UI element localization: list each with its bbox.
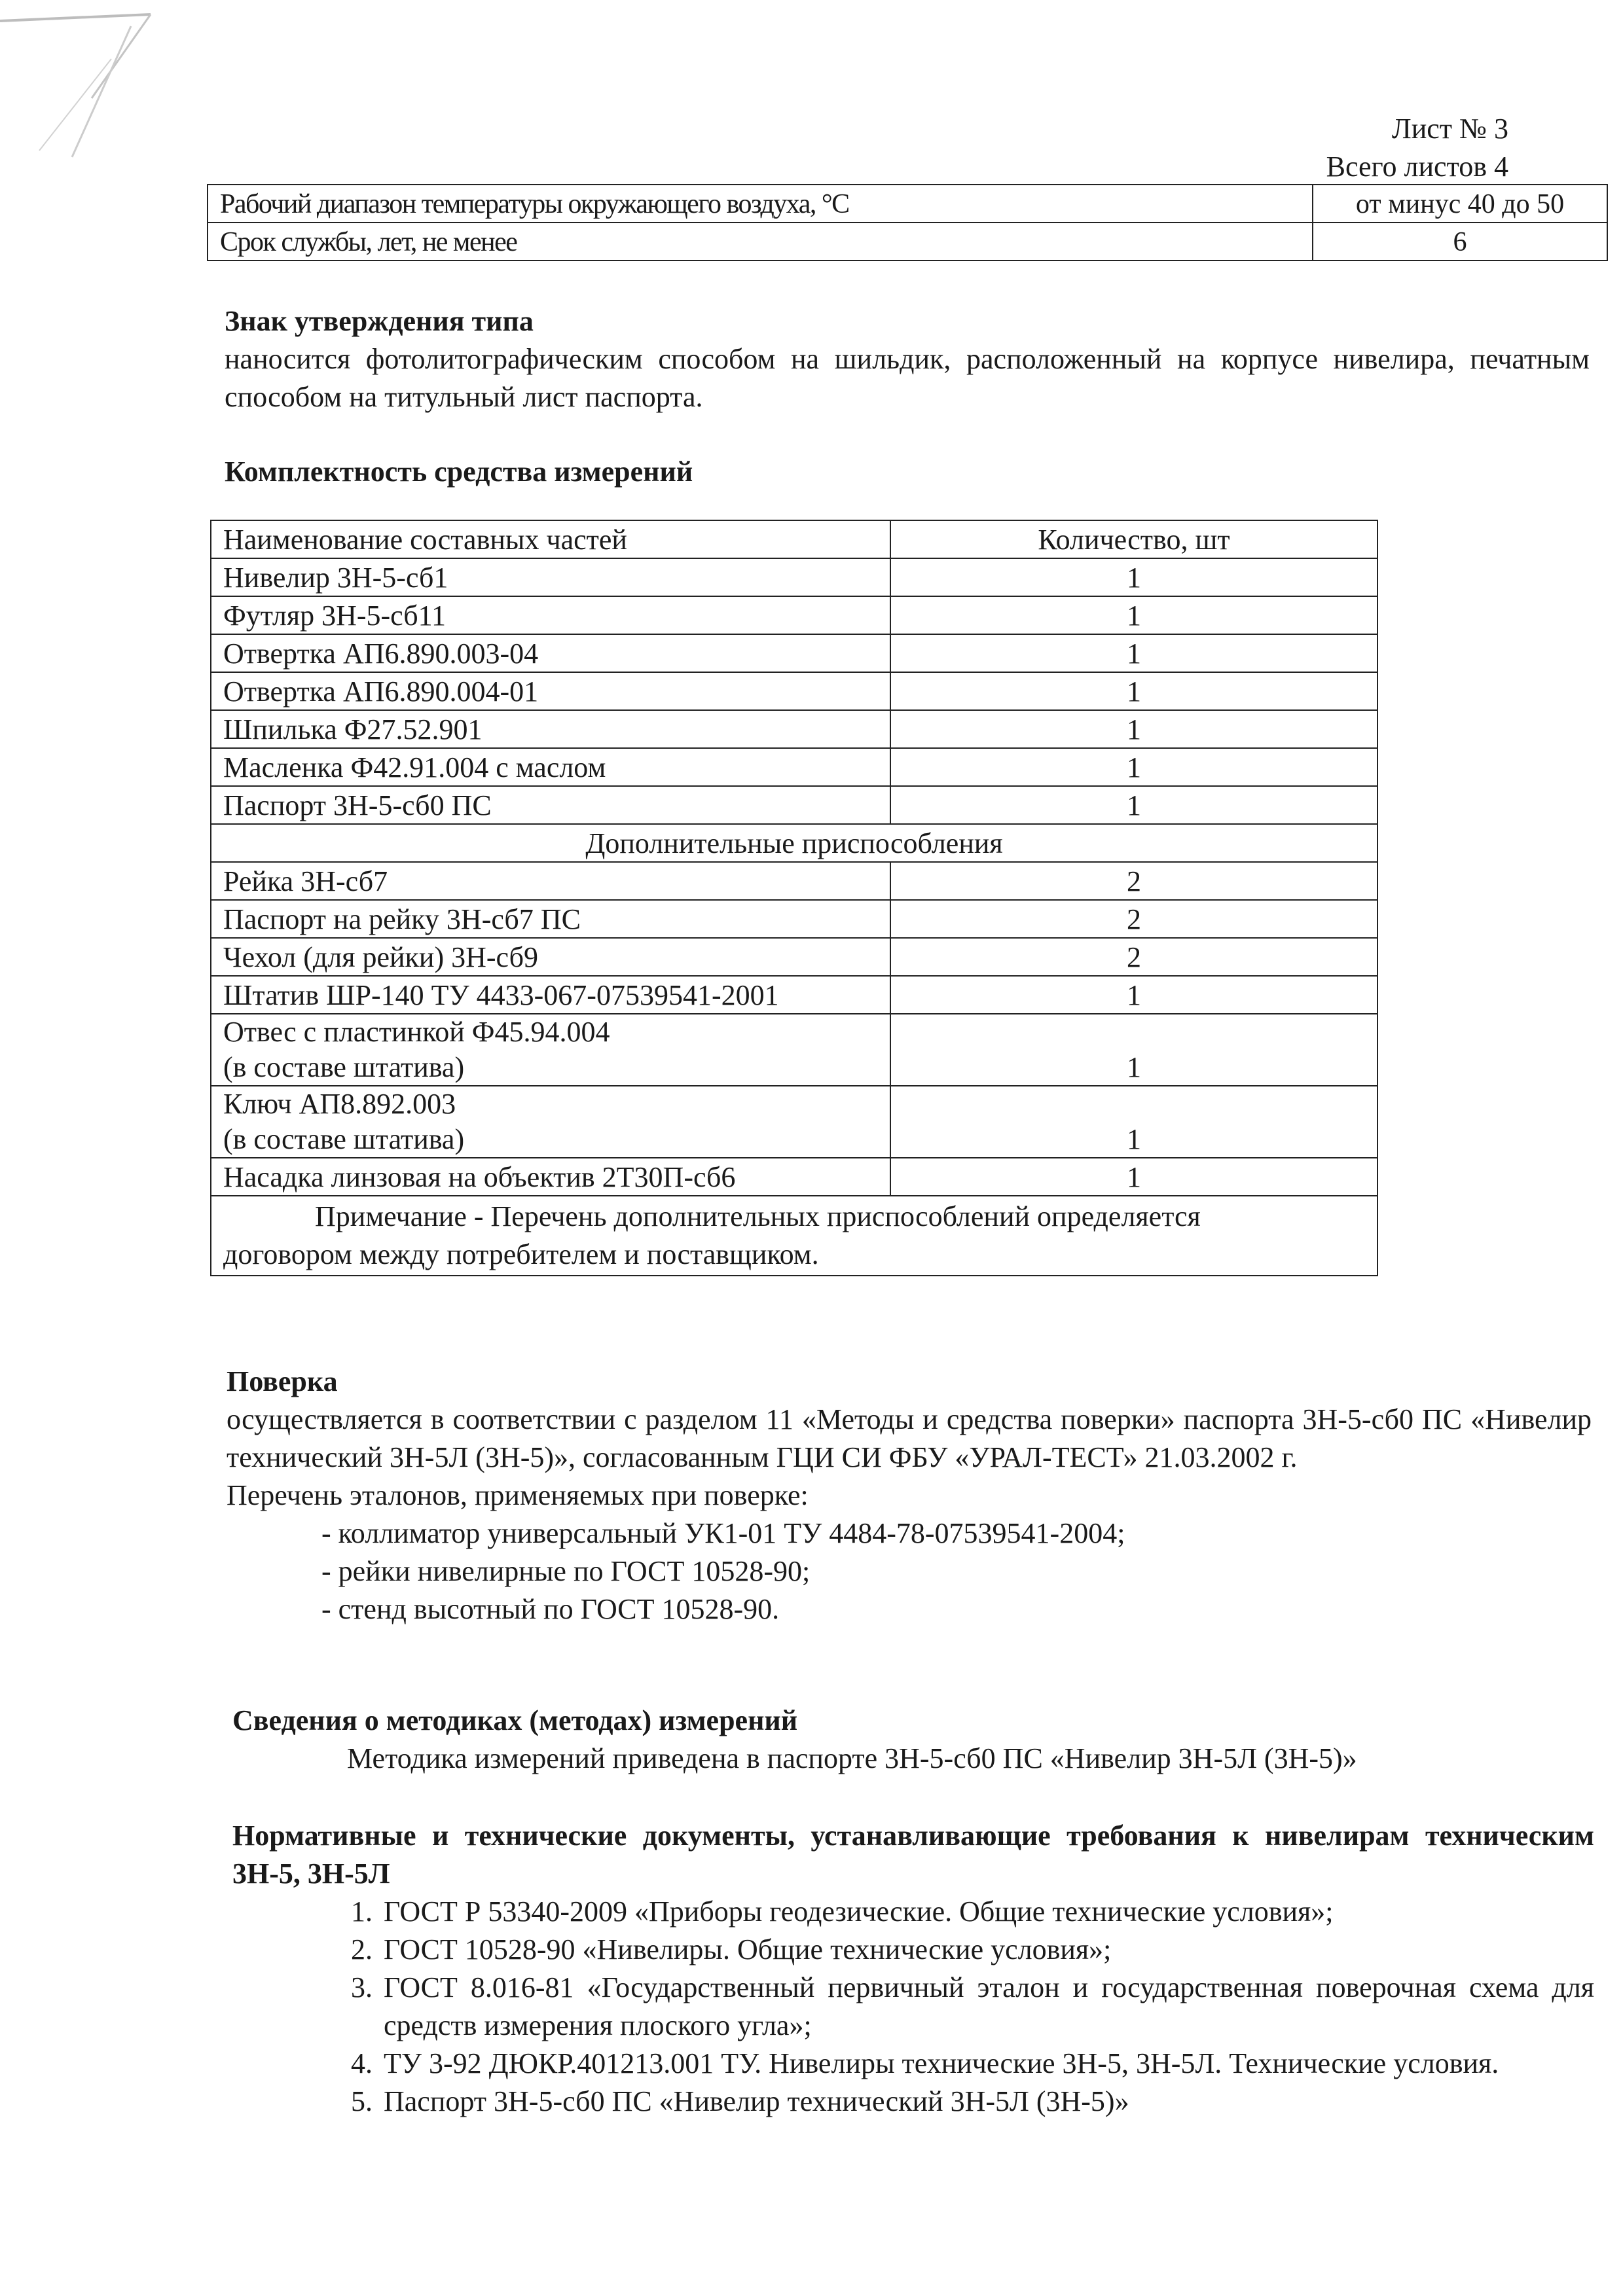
- verification-section: [227, 1363, 1592, 1628]
- item-name: Паспорт 3Н-5-сб0 ПС: [211, 786, 890, 824]
- item-qty: 1: [890, 710, 1377, 748]
- item-qty: 1: [890, 596, 1377, 634]
- list-item: - коллиматор универсальный УК1-01 ТУ 4484-78-07539541-2004;: [321, 1515, 1592, 1552]
- standards-list: [227, 1515, 1592, 1628]
- table-row: [211, 634, 1377, 672]
- note-line: договором между потребителем и поставщиком.: [223, 1238, 819, 1270]
- list-item: - стенд высотный по ГОСТ 10528-90.: [321, 1590, 1592, 1628]
- normative-section: [232, 1817, 1594, 2121]
- item-name: Рейка 3Н-сб7: [211, 862, 890, 900]
- list-item: 5. Паспорт 3Н-5-сб0 ПС «Нивелир технический 3Н-5Л (3Н-5)»: [380, 2083, 1594, 2121]
- table-row: [211, 900, 1377, 938]
- type-mark-section: [225, 302, 1590, 416]
- table-row: [211, 862, 1377, 900]
- normative-list: [232, 1893, 1594, 2121]
- spec-value: 6: [1313, 223, 1607, 260]
- item-qty: 1: [890, 634, 1377, 672]
- item-qty: 2: [890, 900, 1377, 938]
- item-name: Насадка линзовая на объектив 2Т30П-сб6: [211, 1158, 890, 1196]
- sheet-header: [1326, 110, 1508, 186]
- table-row: [211, 558, 1377, 596]
- table-note-row: [211, 1196, 1377, 1276]
- section-heading: Сведения о методиках (методах) измерений: [232, 1704, 798, 1736]
- methods-section: [232, 1702, 1594, 1778]
- specs-table: [207, 184, 1608, 261]
- item-qty: 1: [890, 748, 1377, 786]
- column-header: Наименование составных частей: [211, 520, 890, 558]
- item-name: Ключ АП8.892.003: [223, 1088, 456, 1120]
- item-qty: 1: [890, 976, 1377, 1014]
- note-line: Примечание - Перечень дополнительных приспособлений определяется: [315, 1200, 1201, 1232]
- table-row: [208, 223, 1607, 260]
- table-row: [211, 938, 1377, 976]
- item-name: Шпилька Ф27.52.901: [211, 710, 890, 748]
- item-qty: 1: [890, 558, 1377, 596]
- item-qty: 1: [890, 1086, 1377, 1158]
- table-row: [211, 1086, 1377, 1158]
- item-qty: 2: [890, 862, 1377, 900]
- column-header: Количество, шт: [890, 520, 1377, 558]
- item-qty: 1: [890, 1158, 1377, 1196]
- kit-heading: Комплектность средства измерений: [225, 456, 693, 488]
- table-row: [211, 748, 1377, 786]
- item-name: Штатив ШР-140 ТУ 4433-067-07539541-2001: [211, 976, 890, 1014]
- kit-table: [210, 520, 1378, 1276]
- spec-label: Срок службы, лет, не менее: [208, 223, 1313, 260]
- scan-artifact: [0, 0, 275, 170]
- table-row: [211, 1158, 1377, 1196]
- section-heading: Знак утверждения типа: [225, 305, 534, 337]
- table-header-row: [211, 520, 1377, 558]
- spec-label: Рабочий диапазон температуры окружающего воздуха, °С: [208, 185, 1313, 223]
- table-row: [211, 596, 1377, 634]
- sheet-total: Всего листов 4: [1326, 151, 1508, 183]
- table-row: [211, 976, 1377, 1014]
- section-text: наносится фотолитографическим способом на шильдик, расположенный на корпусе нивелира, печатным способом на титульный лист паспорта.: [225, 343, 1590, 413]
- item-name: Отвес с пластинкой Ф45.94.004: [223, 1016, 610, 1048]
- table-row: [208, 185, 1607, 223]
- spec-value: от минус 40 до 50: [1313, 185, 1607, 223]
- item-name-note: (в составе штатива): [223, 1051, 465, 1083]
- table-subheader-row: [211, 824, 1377, 862]
- kit-note: [211, 1196, 1377, 1276]
- list-item: - рейки нивелирные по ГОСТ 10528-90;: [321, 1552, 1592, 1590]
- item-name: Чехол (для рейки) 3Н-сб9: [211, 938, 890, 976]
- item-qty: 1: [890, 786, 1377, 824]
- list-item: 2. ГОСТ 10528-90 «Нивелиры. Общие технические условия»;: [380, 1931, 1594, 1969]
- item-name: Футляр 3Н-5-сб11: [211, 596, 890, 634]
- table-row: [211, 1014, 1377, 1086]
- table-row: [211, 786, 1377, 824]
- section-text: Методика измерений приведена в паспорте 3Н-5-сб0 ПС «Нивелир 3Н-5Л (3Н-5)»: [347, 1742, 1357, 1774]
- section-heading: Нормативные и технические документы, устанавливающие требования к нивелирам техническим 3Н-5, 3Н-5Л: [232, 1820, 1594, 1890]
- list-item: 3. ГОСТ 8.016-81 «Государственный первичный эталон и государственная поверочная схема для средств измерения плоского угла»;: [380, 1969, 1594, 2045]
- item-qty: 1: [890, 1014, 1377, 1086]
- item-name: Отвертка АП6.890.004-01: [211, 672, 890, 710]
- table-row: [211, 710, 1377, 748]
- sheet-number: Лист № 3: [1391, 113, 1508, 145]
- item-name: Масленка Ф42.91.004 с маслом: [211, 748, 890, 786]
- list-item: 1. ГОСТ Р 53340-2009 «Приборы геодезические. Общие технические условия»;: [380, 1893, 1594, 1931]
- list-item: 4. ТУ 3-92 ДЮКР.401213.001 ТУ. Нивелиры технические 3Н-5, 3Н-5Л. Технические условия.: [380, 2045, 1594, 2083]
- item-name-multiline: [211, 1086, 890, 1158]
- item-qty: 2: [890, 938, 1377, 976]
- item-qty: 1: [890, 672, 1377, 710]
- section-text: осуществляется в соответствии с разделом 11 «Методы и средства поверки» паспорта 3Н-5-сб0 ПС «Нивелир технический 3Н-5Л (3Н-5)», согласованным ГЦИ СИ ФБУ «УРАЛ-ТЕСТ» 21.03.2002 г.: [227, 1403, 1592, 1473]
- item-name: Паспорт на рейку 3Н-сб7 ПС: [211, 900, 890, 938]
- item-name-note: (в составе штатива): [223, 1123, 465, 1155]
- item-name-multiline: [211, 1014, 890, 1086]
- section-heading: Поверка: [227, 1365, 338, 1397]
- item-name: Нивелир 3Н-5-сб1: [211, 558, 890, 596]
- standards-intro: Перечень эталонов, применяемых при поверке:: [227, 1479, 809, 1511]
- item-name: Отвертка АП6.890.003-04: [211, 634, 890, 672]
- extra-subheader: Дополнительные приспособления: [211, 824, 1377, 862]
- table-row: [211, 672, 1377, 710]
